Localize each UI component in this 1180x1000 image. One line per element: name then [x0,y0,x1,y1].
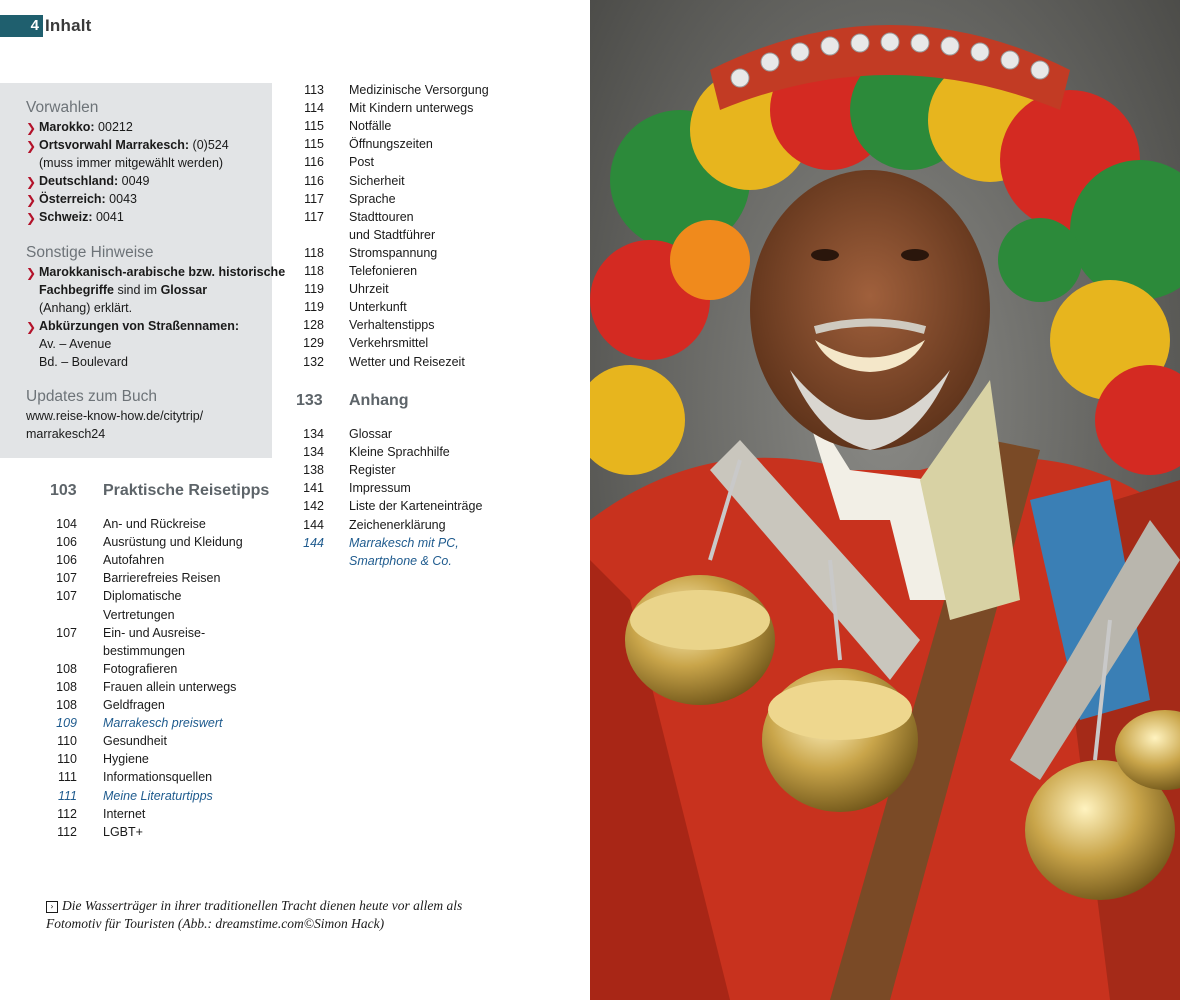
toc-entry[interactable]: Kleine Sprachhilfe [349,445,450,460]
toc-entry[interactable]: Öffnungszeiten [349,137,433,152]
toc-page-number: 112 [57,806,77,821]
page-number: 4 [0,15,43,37]
hinweis-line: Abkürzungen von Straßennamen: [39,319,240,333]
toc-entry[interactable]: Marrakesch mit PC, [349,535,459,550]
chevron-icon: ❯ [26,211,37,225]
vorwahl-item: Schweiz: 0041 [39,210,124,224]
toc-entry[interactable]: Verkehrsmittel [349,336,429,351]
toc-page-number: 134 [303,427,324,441]
toc-page-number: 115 [304,137,324,152]
vorwahl-note: (muss immer mitgewählt werden) [39,156,224,170]
toc-page-number: 104 [56,517,77,531]
chevron-icon: ❯ [26,139,37,153]
toc-entry[interactable]: Post [349,155,375,170]
toc-entry[interactable]: Register [349,463,396,478]
toc-entry[interactable]: Stadttouren [349,209,414,224]
toc-entry[interactable]: Marrakesch preiswert [103,716,223,731]
toc-entry[interactable]: Zeichenerklärung [349,517,446,532]
toc-page-number: 116 [304,155,324,170]
toc-entry[interactable]: Stromspannung [349,245,438,260]
abbr-line: Av. – Avenue [39,337,112,351]
toc-page-number: 144 [303,535,324,550]
toc-page-number: 114 [304,101,324,116]
info-box [0,83,286,458]
chevron-icon: ❯ [26,320,37,334]
toc-page-number: 144 [303,517,324,532]
toc-page-number: 109 [56,716,77,731]
photo-water-seller [590,0,1180,1000]
toc-page-number: 119 [304,282,324,297]
toc-page-number: 129 [303,336,324,351]
section-number: 133 [296,392,323,409]
toc-entry[interactable]: Hygiene [103,752,149,767]
vorwahlen-heading: Vorwahlen [26,99,99,116]
toc-entry[interactable]: Notfälle [349,119,392,134]
photo-illustration [590,0,1180,1000]
toc-entry[interactable]: LGBT+ [103,824,143,839]
toc-page-number: 107 [56,625,77,640]
toc-entry[interactable]: An- und Rückreise [103,517,206,531]
toc-page-number: 107 [56,571,77,586]
vorwahl-item: Ortsvorwahl Marrakesch: (0)524 [39,138,229,152]
toc-page-number: 117 [304,191,324,206]
toc-entry[interactable]: Liste der Karteneinträge [349,499,483,514]
toc-page-number: 110 [57,752,77,767]
vorwahl-item: Deutschland: 0049 [39,174,150,188]
toc-entry[interactable]: Geldfragen [103,698,165,712]
toc-entry[interactable]: Impressum [349,481,411,496]
toc-entry[interactable]: Internet [103,806,146,821]
toc-page-number: 108 [56,698,77,712]
toc-entry-continued[interactable]: und Stadtführer [349,227,436,242]
chevron-icon: ❯ [26,175,37,189]
toc-page-number: 111 [57,770,77,785]
toc-entry[interactable]: Unterkunft [349,300,407,315]
toc-page-number: 108 [56,661,77,676]
toc-page-number: 107 [56,589,77,604]
toc-page-number: 110 [57,734,77,749]
vorwahl-item: Marokko: 00212 [39,120,133,134]
toc-page-number: 116 [304,173,324,188]
toc-page-number: 111 [57,788,77,803]
section-number: 103 [50,482,77,499]
toc-entry[interactable]: Sicherheit [349,173,405,188]
chevron-icon: ❯ [26,121,37,135]
toc-entry[interactable]: Ein- und Ausreise- [103,625,206,640]
toc-page-number: 128 [303,318,324,333]
toc-entry[interactable]: Verhaltenstipps [349,318,435,333]
section-title: Praktische Reisetipps [103,482,270,499]
toc-entry[interactable]: Gesundheit [103,734,167,749]
toc-entry[interactable]: Autofahren [103,553,165,568]
toc-entry[interactable]: Meine Literaturtipps [103,788,213,803]
toc-entry-continued[interactable]: Smartphone & Co. [349,553,452,568]
chevron-icon: ❯ [26,266,37,280]
vorwahl-item: Österreich: 0043 [39,192,137,206]
page-title: Inhalt [45,16,92,35]
toc-page-number: 132 [303,354,324,369]
hinweise-heading: Sonstige Hinweise [26,244,154,261]
toc-entry[interactable]: Wetter und Reisezeit [349,354,465,369]
abbr-line: Bd. – Boulevard [39,355,128,369]
toc-page-number: 115 [304,119,324,134]
toc-page-number: 119 [304,300,324,315]
toc-page-number: 118 [304,264,324,278]
toc-entry[interactable]: Sprache [349,191,396,206]
toc-entry[interactable]: Diplomatische [103,589,182,604]
toc-entry[interactable]: Informationsquellen [103,770,213,785]
toc-entry[interactable]: Frauen allein unterwegs [103,679,237,694]
section-title: Anhang [349,392,409,409]
toc-page-number: 138 [303,463,324,478]
toc-page-number: 141 [303,481,324,496]
toc-entry[interactable]: Telefonieren [349,264,418,278]
caption-marker-icon: › [46,901,58,913]
toc-entry[interactable]: Mit Kindern unterwegs [349,101,474,116]
caption-line: Die Wasserträger in ihrer traditionellen Tracht dienen heute vor allem als [62,898,463,913]
toc-page-number: 108 [56,679,77,694]
toc-entry[interactable]: Medizinische Versorgung [349,83,489,97]
toc-page-number: 142 [303,499,324,514]
toc-page-number: 118 [304,245,324,260]
toc-entry-continued[interactable]: bestimmungen [103,643,185,658]
toc-entry[interactable]: Glossar [349,427,393,441]
hinweis-line: Marokkanisch-arabische bzw. historische [39,265,286,279]
toc-page-number: 117 [304,209,324,224]
hinweis-line: (Anhang) erklärt. [39,301,133,315]
updates-heading: Updates zum Buch [26,388,157,405]
photo-caption [46,897,516,933]
toc-page-number: 106 [56,535,77,550]
toc-page-number: 112 [57,824,77,839]
toc-entry[interactable]: Ausrüstung und Kleidung [103,535,243,550]
chevron-icon: ❯ [26,193,37,207]
hinweis-line: Fachbegriffe sind im Glossar [39,283,208,297]
toc-page-number: 106 [56,553,77,568]
updates-link[interactable]: marrakesch24 [26,427,106,441]
toc-page-number: 113 [304,83,324,97]
toc-entry[interactable]: Uhrzeit [349,282,389,297]
caption-line: Fotomotiv für Touristen (Abb.: dreamstime.com©Simon Hack) [46,916,385,931]
toc-entry-continued[interactable]: Vertretungen [103,607,175,622]
toc-entry[interactable]: Fotografieren [103,661,178,676]
toc-page-number: 134 [303,445,324,460]
toc-entry[interactable]: Barrierefreies Reisen [103,571,221,586]
updates-link[interactable]: www.reise-know-how.de/citytrip/ [26,409,204,423]
